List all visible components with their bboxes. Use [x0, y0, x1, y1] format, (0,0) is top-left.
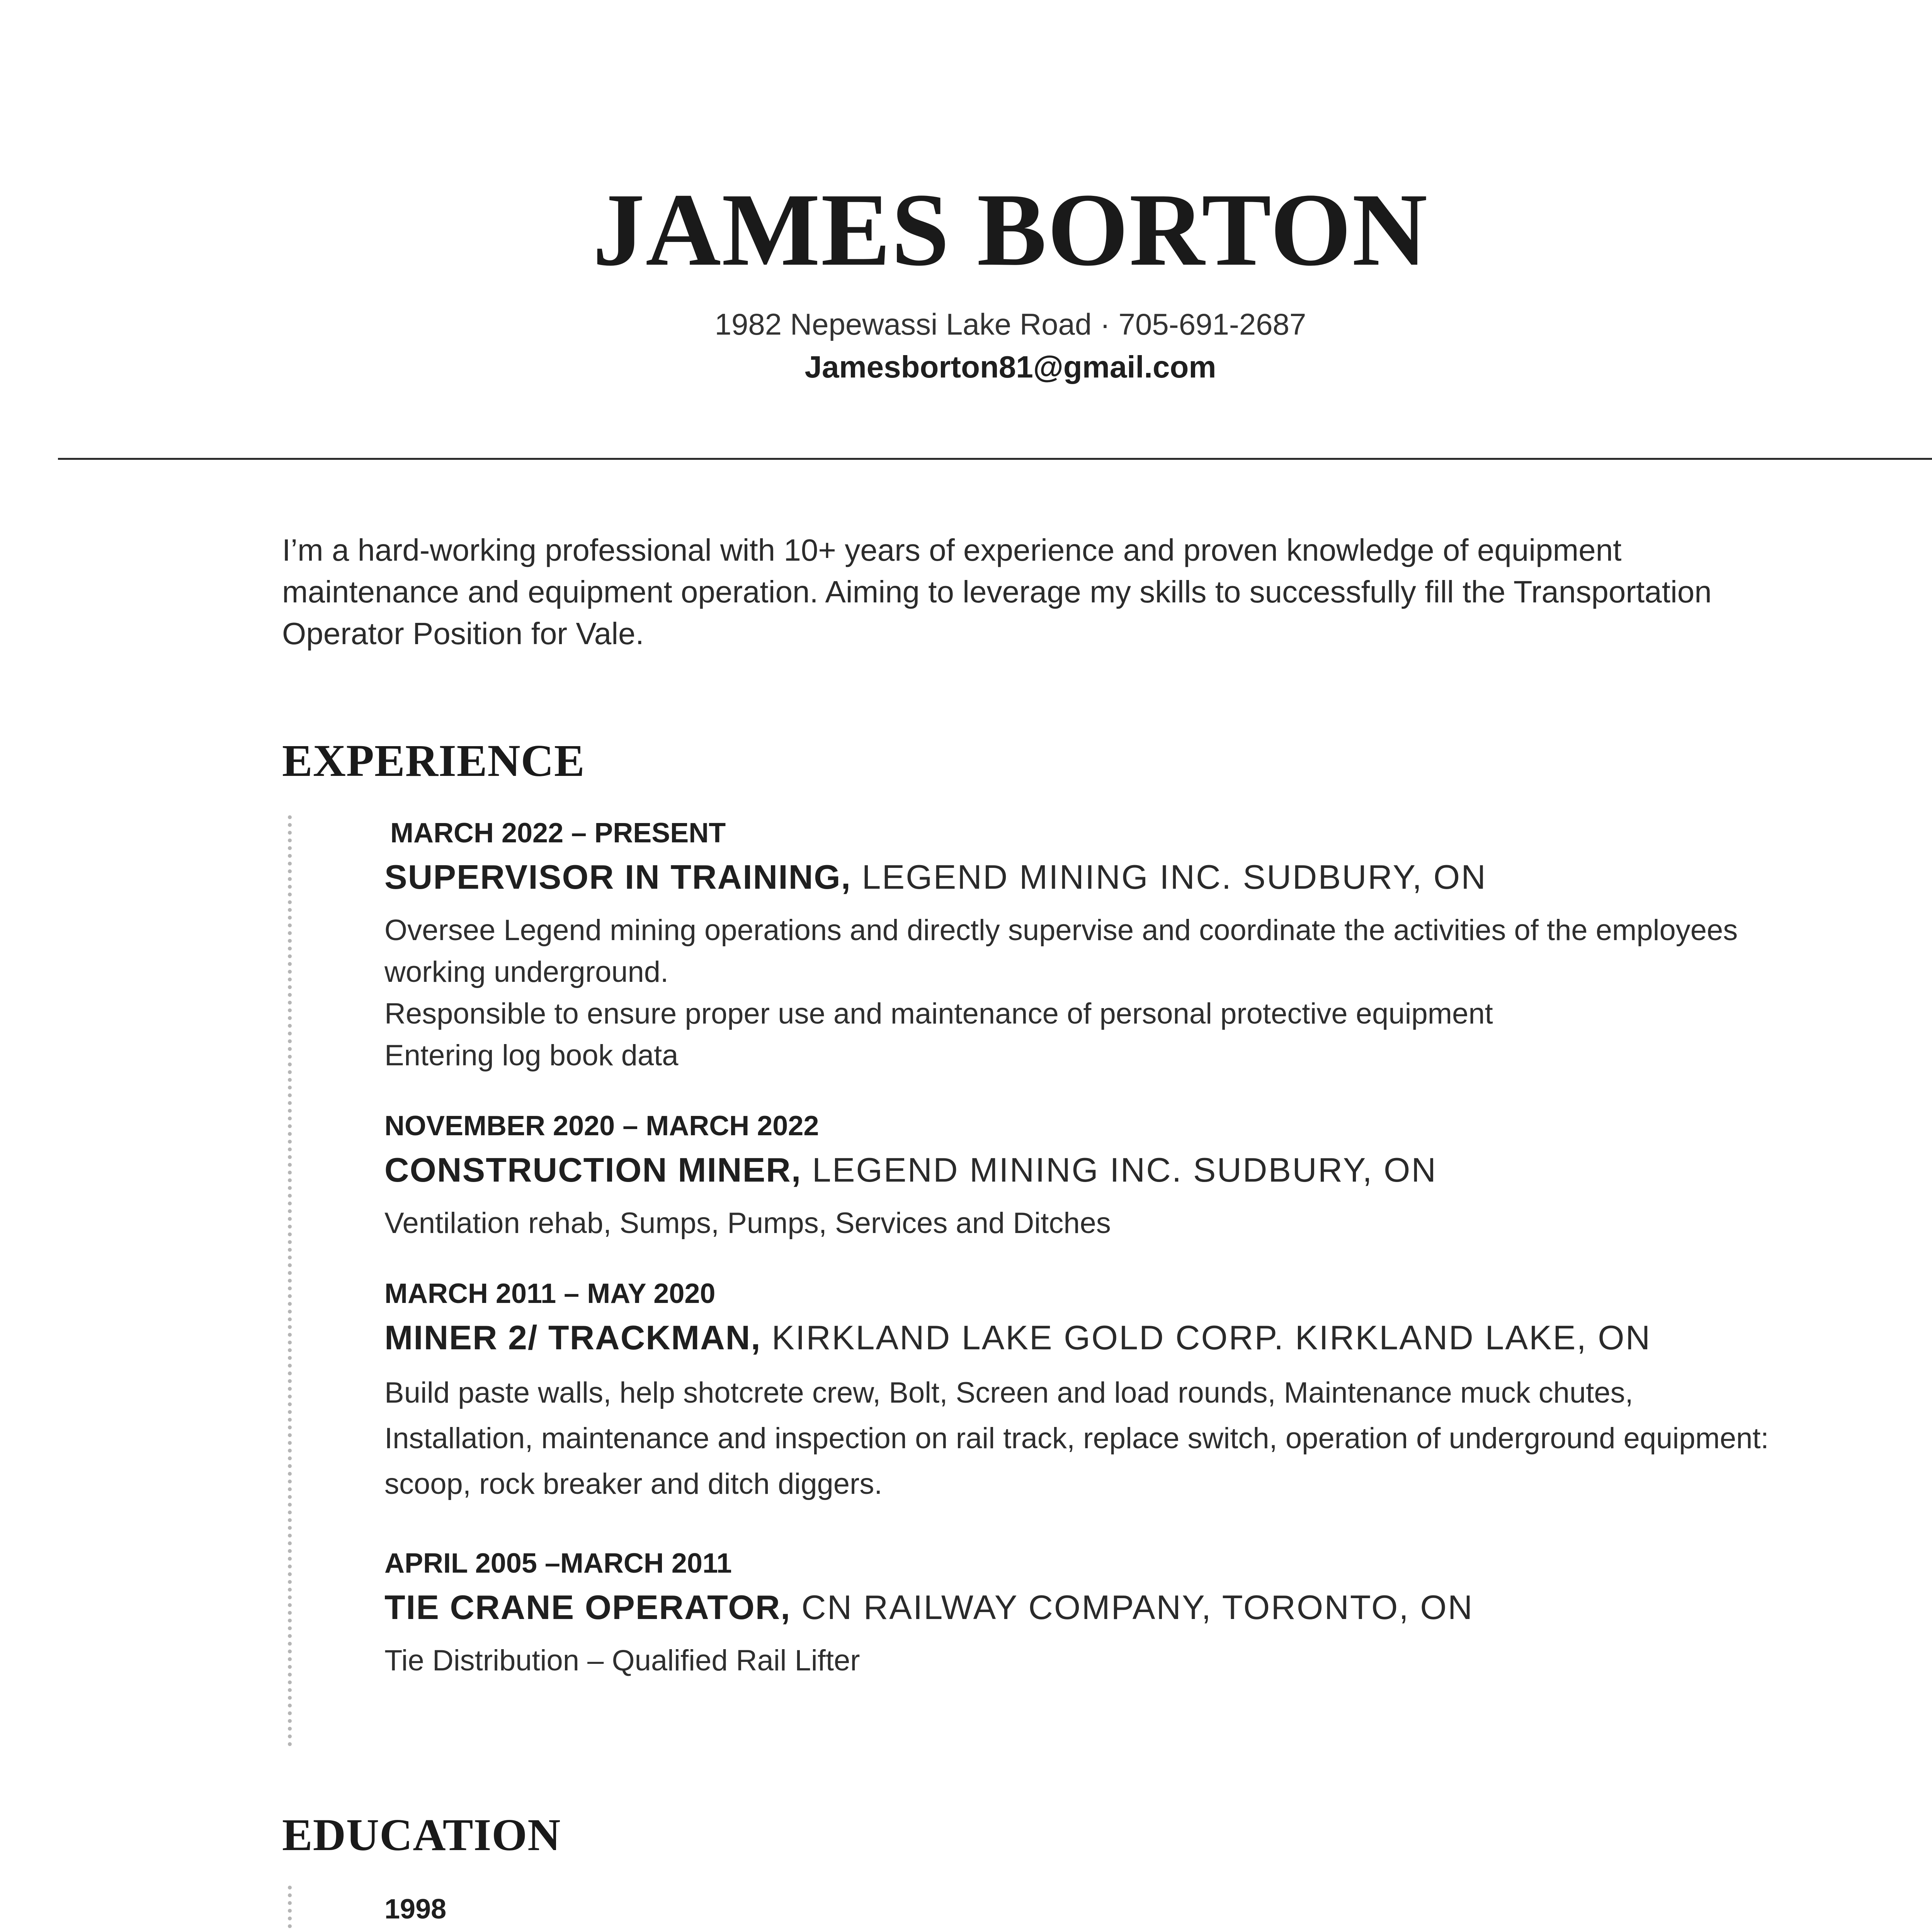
contact-email: Jamesborton81@gmail.com: [804, 350, 1216, 384]
education-entry: [384, 1895, 1776, 1932]
experience-description: Tie Distribution – Qualified Rail Lifter: [384, 1644, 860, 1677]
candidate-name: JAMES BORTON: [592, 172, 1429, 287]
experience-title-line: [384, 1318, 1776, 1357]
experience-description: Build paste walls, help shotcrete crew, Bolt, Screen and load rounds, Maintenance muck chutes, Installation, maintenance and inspection on rail track, replace switch, operation of underground equipment: scoop, rock breaker and ditch diggers.: [384, 1376, 1769, 1500]
experience-employer: LEGEND MINING INC. SUDBURY, ON: [862, 858, 1487, 896]
education-dotted-bar: [288, 1886, 292, 1932]
education-year: 1998: [384, 1894, 447, 1925]
experience-description: Responsible to ensure proper use and maintenance of personal protective equipment: [384, 997, 1493, 1030]
experience-entry: [384, 1549, 1776, 1682]
experience-dotted-bar: [288, 815, 292, 1747]
experience-heading: EXPERIENCE: [282, 735, 585, 786]
experience-entry: [384, 819, 1776, 1077]
contact-address-phone: 1982 Nepewassi Lake Road · 705-691-2687: [714, 307, 1306, 341]
experience-title-line: [384, 860, 1776, 894]
experience-role: TIE CRANE OPERATOR,: [384, 1588, 791, 1626]
experience-date: MARCH 2022 – PRESENT: [390, 818, 726, 849]
experience-description: Oversee Legend mining operations and directly supervise and coordinate the activities of the employees working underground.: [384, 914, 1738, 988]
experience-role: MINER 2/ TRACKMAN,: [384, 1318, 761, 1357]
education-heading: EDUCATION: [282, 1810, 561, 1860]
experience-employer: LEGEND MINING INC. SUDBURY, ON: [812, 1151, 1437, 1189]
experience-title-line: [384, 1153, 1776, 1187]
experience-title-line: [384, 1590, 1776, 1624]
experience-date: NOVEMBER 2020 – MARCH 2022: [384, 1111, 819, 1141]
experience-date: APRIL 2005 –MARCH 2011: [384, 1548, 732, 1579]
experience-entry: [384, 1280, 1776, 1507]
summary-paragraph: I’m a hard-working professional with 10+ years of experience and proven knowledge of equipment maintenance and equipment operation. Aiming to leverage my skills to successfully fill the Transportation Operator Position for Vale.: [282, 533, 1712, 651]
experience-role: CONSTRUCTION MINER,: [384, 1151, 802, 1189]
experience-employer: KIRKLAND LAKE GOLD CORP. KIRKLAND LAKE, ON: [772, 1318, 1651, 1357]
experience-employer: CN RAILWAY COMPANY, TORONTO, ON: [801, 1588, 1474, 1626]
experience-description: Ventilation rehab, Sumps, Pumps, Services and Ditches: [384, 1207, 1111, 1240]
experience-list: [384, 819, 1776, 1682]
experience-role: SUPERVISOR IN TRAINING,: [384, 858, 852, 896]
experience-entry: [384, 1112, 1776, 1244]
experience-description: Entering log book data: [384, 1039, 679, 1072]
experience-date: MARCH 2011 – MAY 2020: [384, 1278, 716, 1309]
header-divider: [58, 458, 1932, 460]
education-list: [384, 1895, 1776, 1932]
